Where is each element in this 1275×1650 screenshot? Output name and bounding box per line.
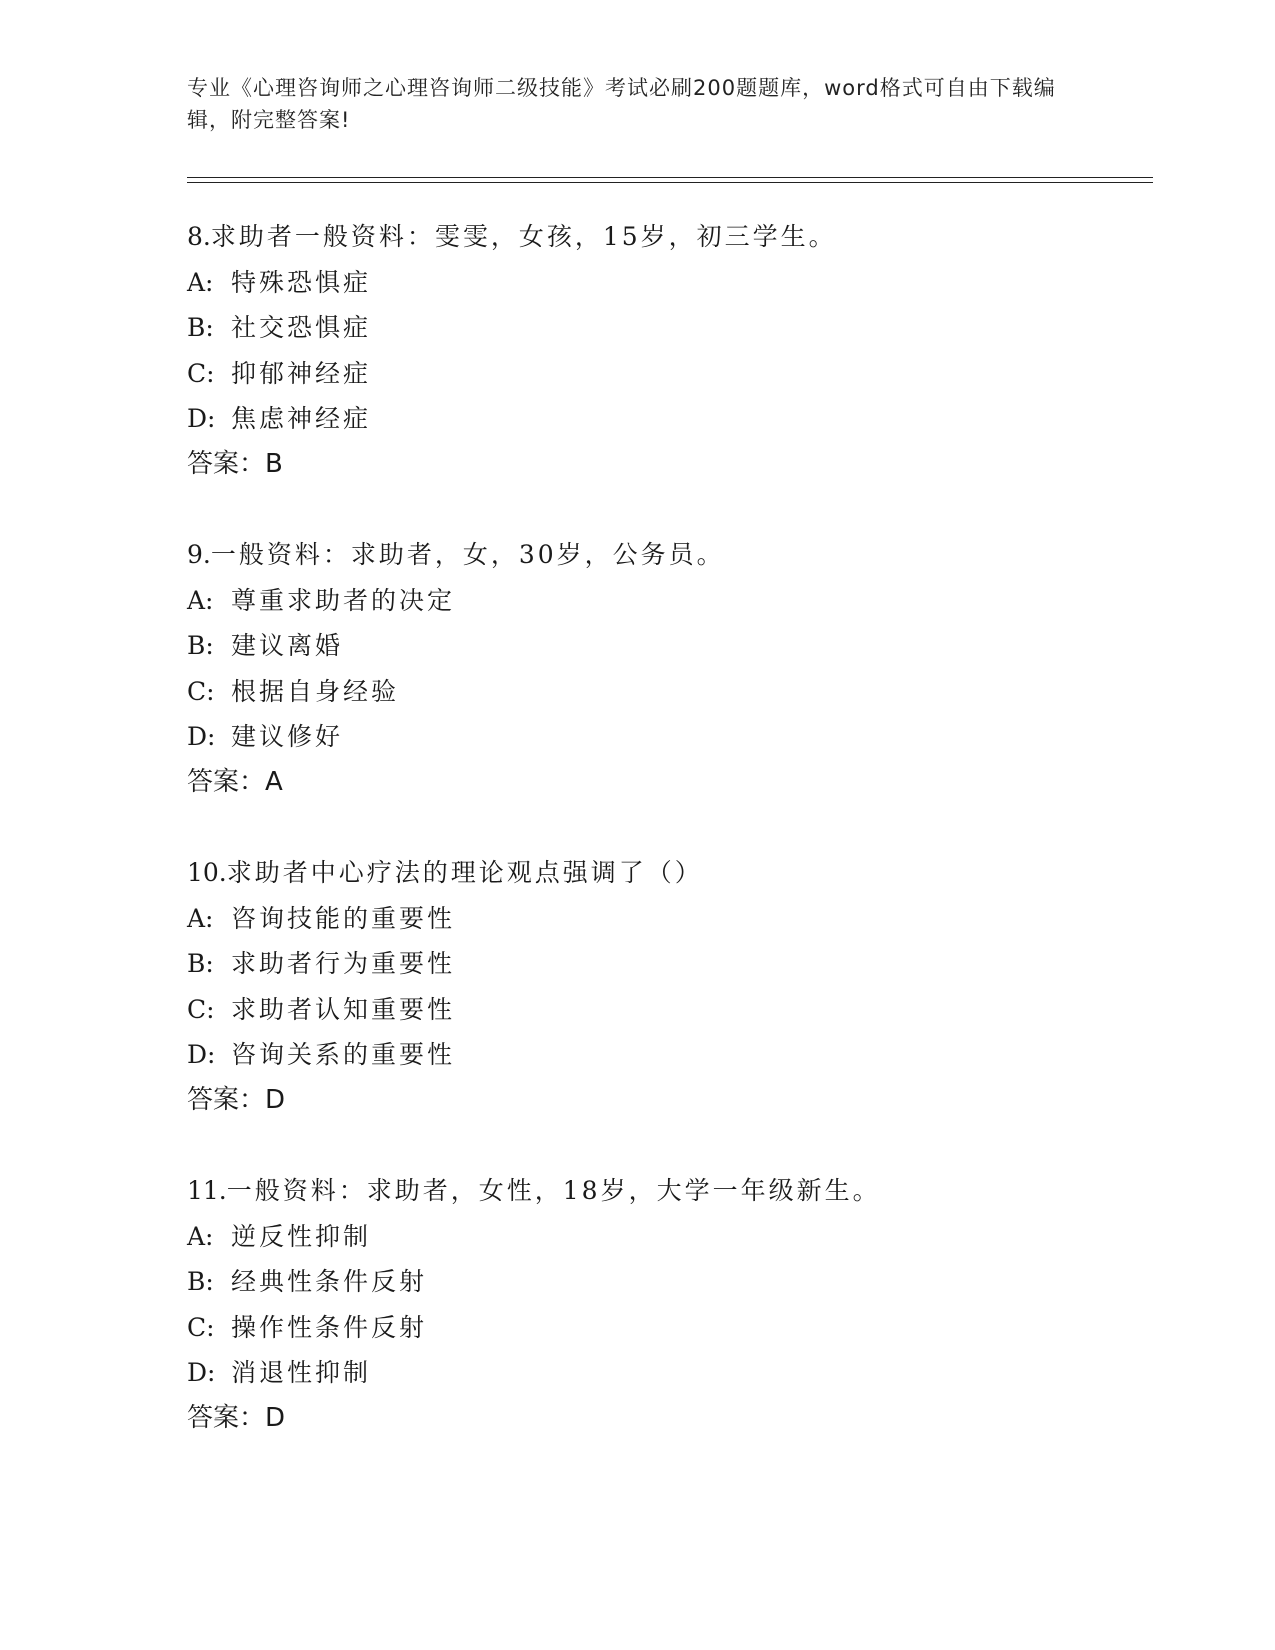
answer-value: D bbox=[265, 1402, 286, 1433]
option-letter: A: bbox=[187, 267, 214, 297]
option-letter: C: bbox=[187, 358, 215, 388]
option-text: 求助者认知重要性 bbox=[231, 994, 456, 1024]
answer-line bbox=[187, 760, 1147, 806]
option-text: 操作性条件反射 bbox=[231, 1312, 428, 1342]
option-b bbox=[187, 305, 1147, 351]
answer-line bbox=[187, 442, 1147, 488]
option-letter: A: bbox=[187, 903, 214, 933]
header-rule-top bbox=[187, 177, 1153, 178]
option-d bbox=[187, 1350, 1147, 1396]
option-c bbox=[187, 987, 1147, 1033]
option-letter: D: bbox=[187, 404, 216, 433]
option-letter: D: bbox=[187, 1358, 216, 1387]
option-a bbox=[187, 578, 1147, 624]
document-header-text: 专业《心理咨询师之心理咨询师二级技能》考试必刷200题题库，word格式可自由下载编辑，附完整答案! bbox=[187, 76, 1056, 132]
option-text: 抑郁神经症 bbox=[231, 358, 372, 388]
answer-label: 答案： bbox=[187, 1084, 266, 1115]
option-c bbox=[187, 351, 1147, 397]
option-d bbox=[187, 1032, 1147, 1078]
question-stem bbox=[187, 214, 1147, 260]
option-text: 逆反性抑制 bbox=[231, 1221, 372, 1251]
answer-value: B bbox=[265, 448, 283, 479]
answer-label: 答案： bbox=[187, 1402, 266, 1433]
answer-label: 答案： bbox=[187, 448, 266, 479]
option-text: 经典性条件反射 bbox=[231, 1267, 428, 1296]
answer-value: D bbox=[265, 1084, 286, 1115]
option-text: 咨询技能的重要性 bbox=[231, 903, 456, 933]
question-stem bbox=[187, 1168, 1147, 1214]
option-a bbox=[187, 1214, 1147, 1260]
option-text: 求助者行为重要性 bbox=[231, 949, 456, 978]
question-text: 一般资料：求助者，女，30岁，公务员。 bbox=[210, 540, 725, 569]
question-text: 求助者一般资料：雯雯，女孩，15岁，初三学生。 bbox=[210, 222, 837, 251]
option-c bbox=[187, 669, 1147, 715]
question-text: 求助者中心疗法的理论观点强调了（） bbox=[226, 858, 703, 887]
option-b bbox=[187, 1259, 1147, 1305]
question-number: 8. bbox=[187, 222, 211, 251]
option-text: 建议离婚 bbox=[231, 631, 344, 660]
question-list bbox=[187, 214, 1147, 1486]
option-text: 尊重求助者的决定 bbox=[231, 585, 456, 615]
option-letter: B: bbox=[187, 631, 214, 660]
option-letter: D: bbox=[187, 722, 216, 751]
option-c bbox=[187, 1305, 1147, 1351]
question-stem bbox=[187, 532, 1147, 578]
answer-line bbox=[187, 1078, 1147, 1124]
option-b bbox=[187, 623, 1147, 669]
answer-value: A bbox=[265, 766, 283, 797]
question-item bbox=[187, 532, 1147, 805]
question-number: 10. bbox=[187, 858, 227, 887]
question-number: 11. bbox=[187, 1176, 227, 1205]
header-rule-bottom bbox=[187, 182, 1153, 183]
option-text: 特殊恐惧症 bbox=[231, 267, 372, 297]
option-a bbox=[187, 260, 1147, 306]
option-d bbox=[187, 714, 1147, 760]
option-b bbox=[187, 941, 1147, 987]
question-number: 9. bbox=[187, 540, 211, 569]
option-letter: D: bbox=[187, 1040, 216, 1069]
option-letter: B: bbox=[187, 313, 214, 342]
option-letter: C: bbox=[187, 676, 215, 706]
option-letter: C: bbox=[187, 1312, 215, 1342]
option-letter: C: bbox=[187, 994, 215, 1024]
option-d bbox=[187, 396, 1147, 442]
option-a bbox=[187, 896, 1147, 942]
answer-line bbox=[187, 1396, 1147, 1442]
option-letter: A: bbox=[187, 1221, 214, 1251]
option-text: 消退性抑制 bbox=[231, 1358, 372, 1387]
option-text: 焦虑神经症 bbox=[231, 404, 372, 433]
option-text: 咨询关系的重要性 bbox=[231, 1040, 456, 1069]
question-item bbox=[187, 214, 1147, 487]
question-stem bbox=[187, 850, 1147, 896]
question-item bbox=[187, 1168, 1147, 1441]
question-item bbox=[187, 850, 1147, 1123]
option-letter: A: bbox=[187, 585, 214, 615]
option-text: 社交恐惧症 bbox=[231, 313, 372, 342]
option-letter: B: bbox=[187, 1267, 214, 1296]
option-text: 根据自身经验 bbox=[231, 676, 400, 706]
question-text: 一般资料：求助者，女性，18岁，大学一年级新生。 bbox=[226, 1176, 881, 1205]
answer-label: 答案： bbox=[187, 766, 266, 797]
option-letter: B: bbox=[187, 949, 214, 978]
option-text: 建议修好 bbox=[231, 722, 344, 751]
